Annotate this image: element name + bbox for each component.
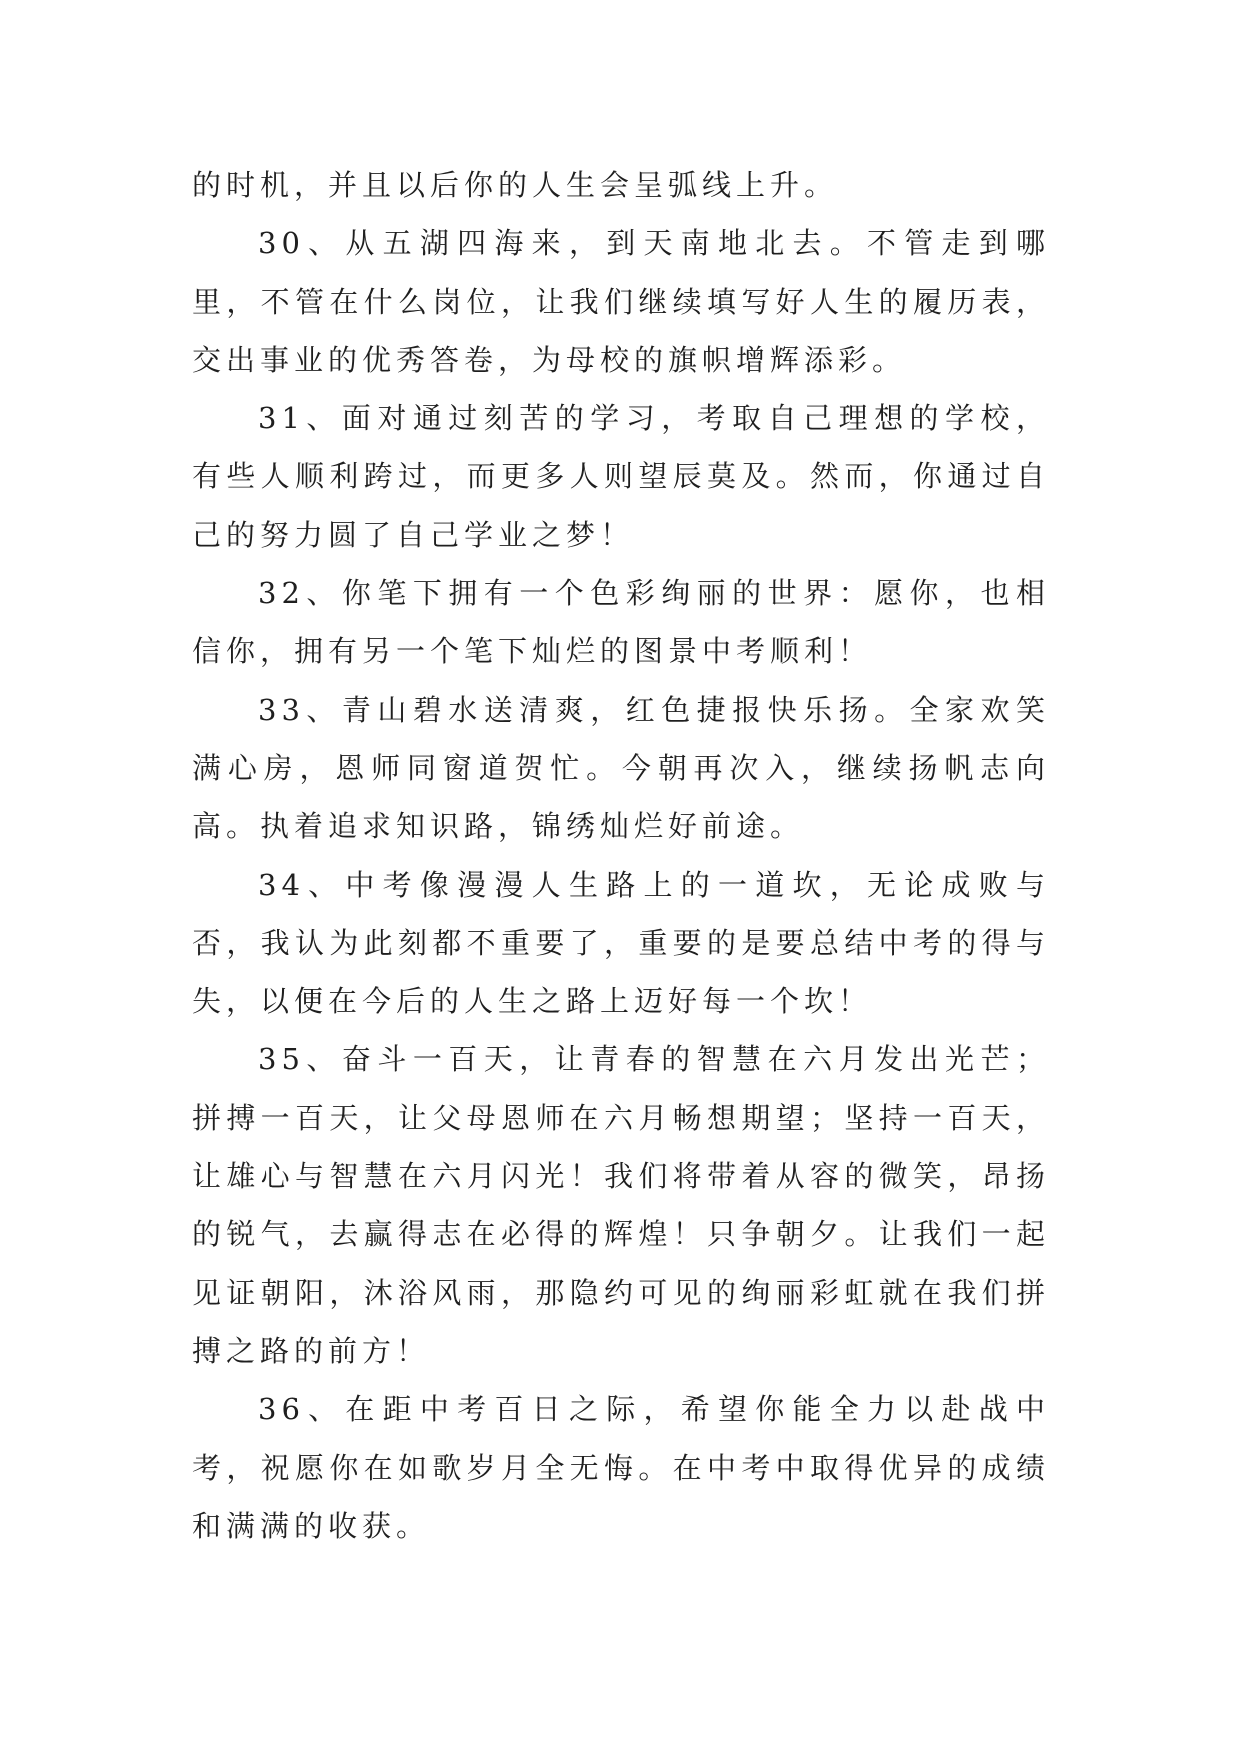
document-body [192, 156, 1050, 1555]
paragraph-30: 30、从五湖四海来，到天南地北去。不管走到哪里，不管在什么岗位，让我们继续填写好人生的履历表，交出事业的优秀答卷，为母校的旗帜增辉添彩。 [192, 226, 1050, 377]
paragraph-31: 31、面对通过刻苦的学习，考取自己理想的学校，有些人顺利跨过，而更多人则望辰莫及。然而，你通过自己的努力圆了自己学业之梦！ [192, 401, 1050, 552]
paragraph-32: 32、你笔下拥有一个色彩绚丽的世界：愿你，也相信你，拥有另一个笔下灿烂的图景中考顺利！ [192, 576, 1050, 669]
paragraph-33: 33、青山碧水送清爽，红色捷报快乐扬。全家欢笑满心房，恩师同窗道贺忙。今朝再次入，继续扬帆志向高。执着追求知识路，锦绣灿烂好前途。 [192, 692, 1050, 844]
paragraph-36: 36、在距中考百日之际，希望你能全力以赴战中考，祝愿你在如歌岁月全无悔。在中考中取得优异的成绩和满满的收获。 [192, 1392, 1050, 1543]
paragraph-continuation: 的时机，并且以后你的人生会呈弧线上升。 [192, 168, 839, 202]
paragraph-34: 34、中考像漫漫人生路上的一道坎，无论成败与否，我认为此刻都不重要了，重要的是要总结中考的得与失，以便在今后的人生之路上迈好每一个坎！ [192, 867, 1050, 1019]
paragraph-35: 35、奋斗一百天，让青春的智慧在六月发出光芒；拼搏一百天，让父母恩师在六月畅想期望；坚持一百天，让雄心与智慧在六月闪光！我们将带着从容的微笑，昂扬的锐气，去赢得志在必得的辉煌！只争朝夕。让我们一起见证朝阳，沐浴风雨，那隐约可见的绚丽彩虹就在我们拼搏之路的前方！ [192, 1042, 1050, 1368]
